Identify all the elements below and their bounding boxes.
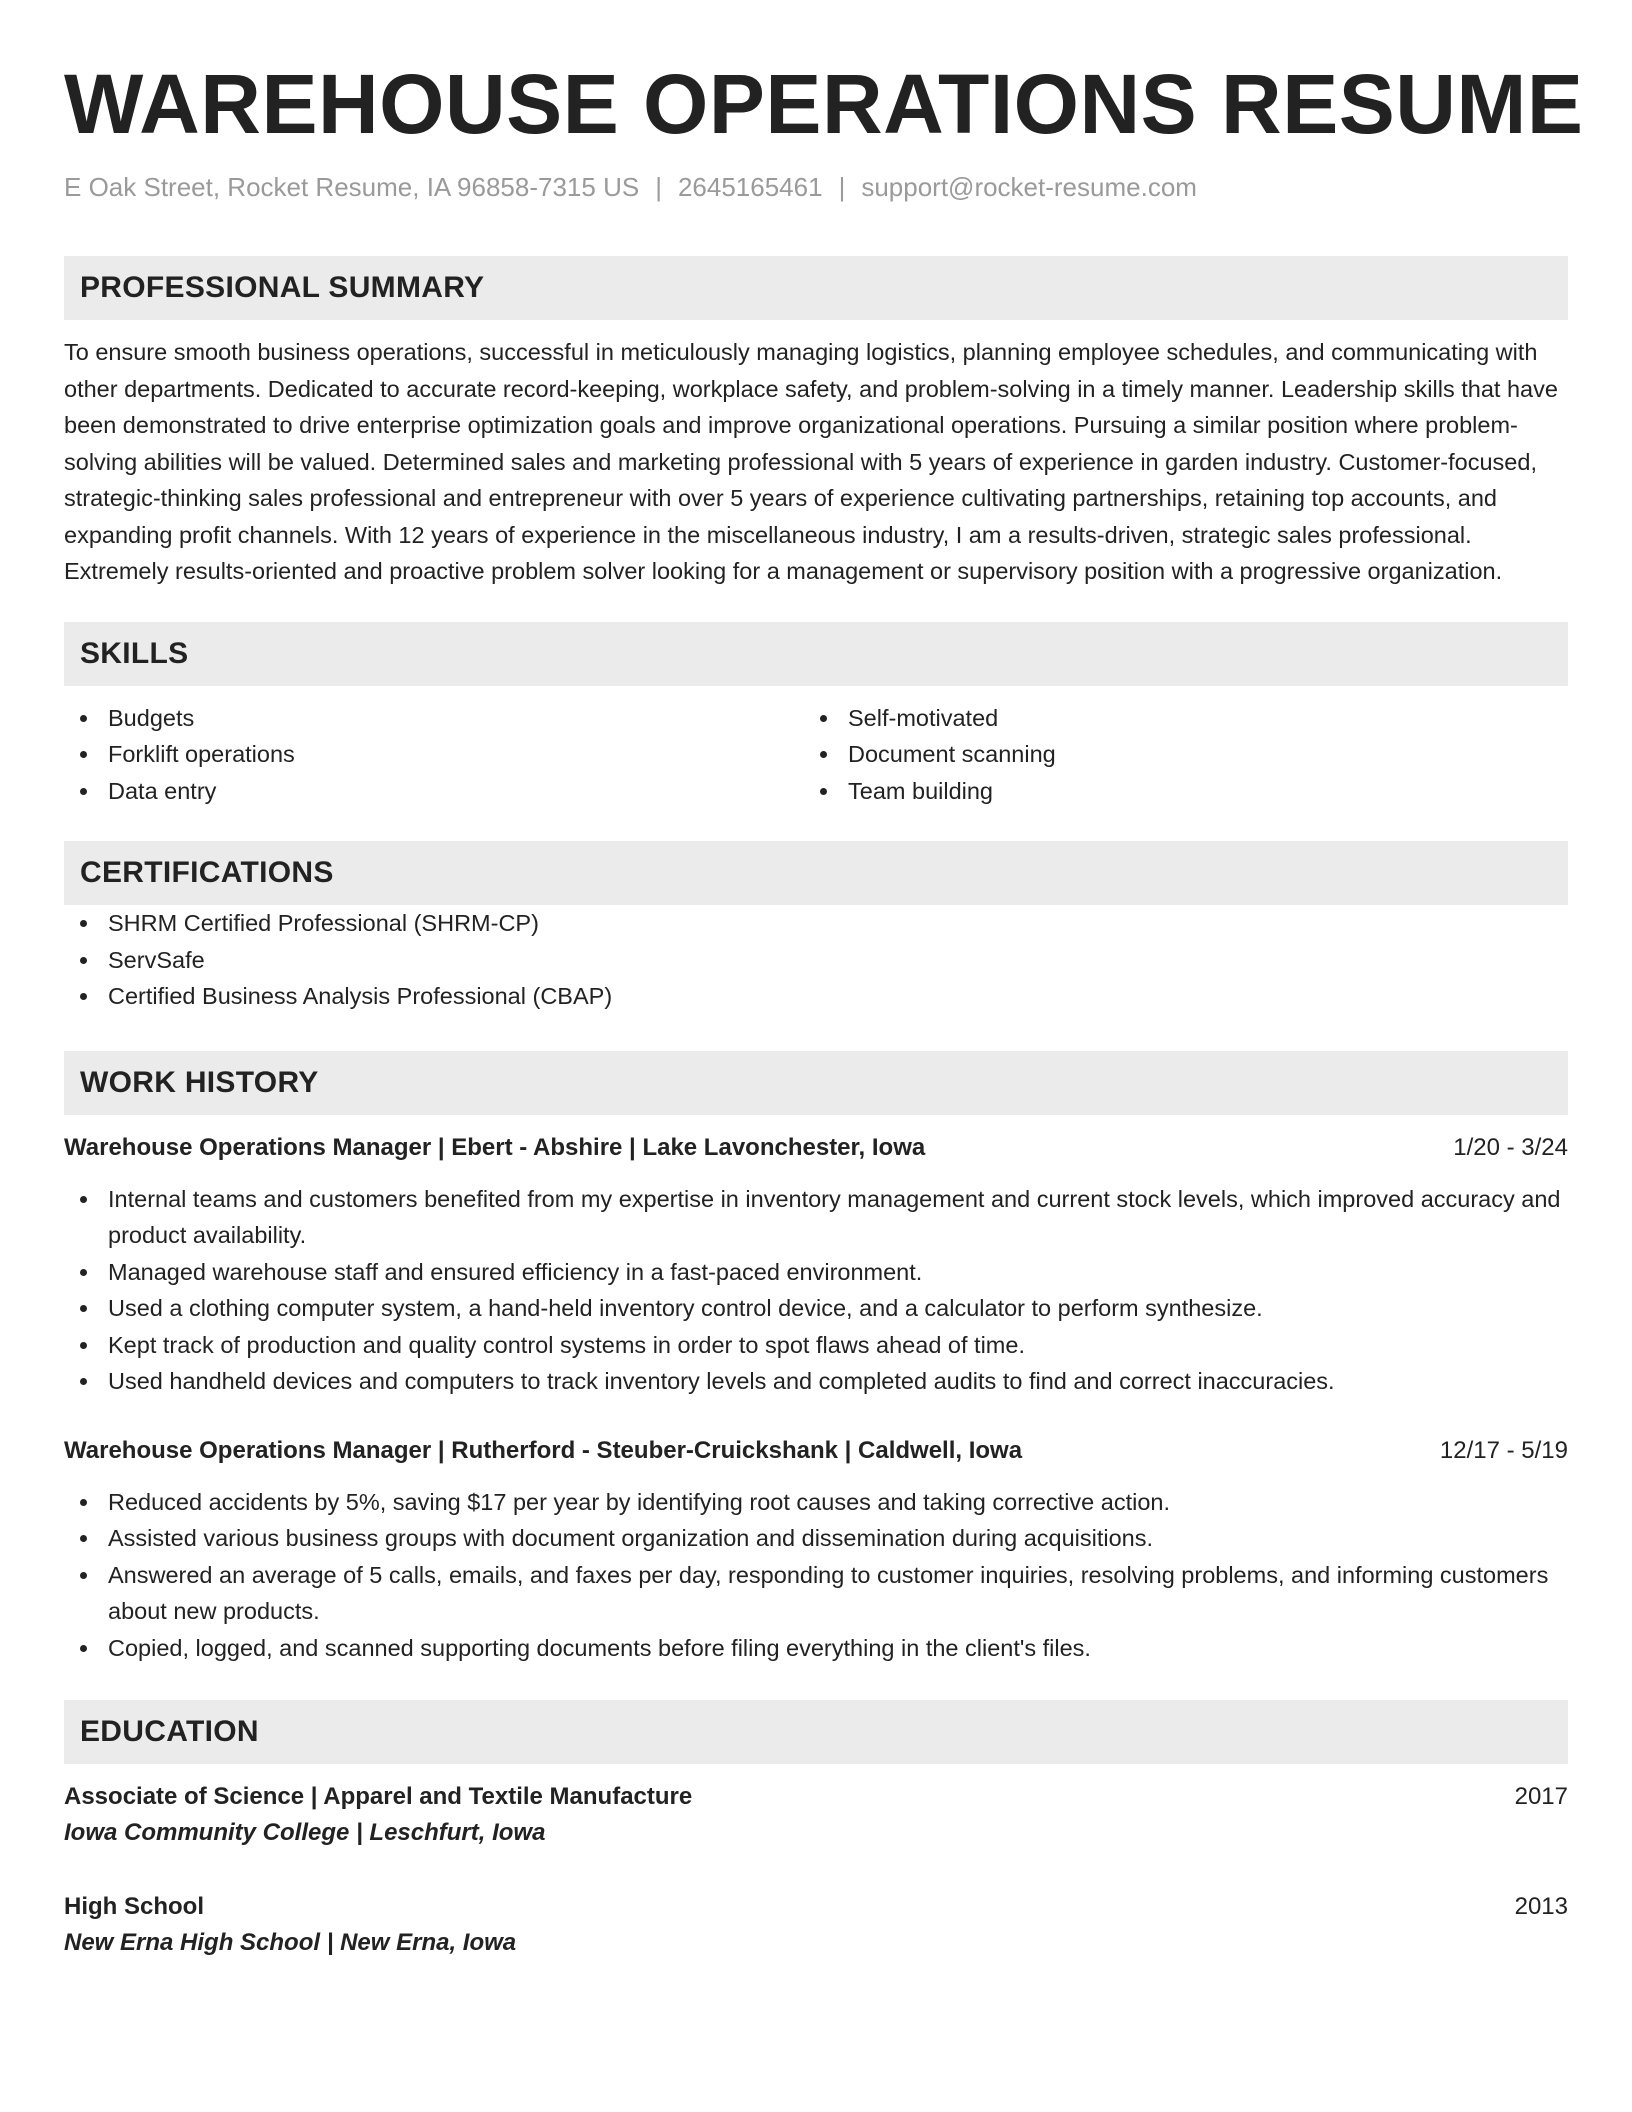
bullet-icon <box>80 715 87 722</box>
contact-address: E Oak Street, Rocket Resume, IA 96858-7315 US <box>64 172 640 202</box>
section-header-work-history: WORK HISTORY <box>64 1051 1568 1115</box>
skill-item: Data entry <box>64 773 804 810</box>
resume-title: WAREHOUSE OPERATIONS RESUME <box>64 57 1584 151</box>
education-year: 2017 <box>1514 1783 1568 1810</box>
bullet-icon <box>80 1269 87 1276</box>
job-header <box>64 1434 1568 1468</box>
bullet-icon <box>820 751 827 758</box>
skills-column-right <box>804 700 1544 810</box>
bullet-icon <box>80 1572 87 1579</box>
skill-item: Self-motivated <box>804 700 1544 737</box>
section-header-certifications: CERTIFICATIONS <box>64 841 1568 905</box>
job-dates: 1/20 - 3/24 <box>1453 1133 1568 1161</box>
certifications-list <box>64 905 1568 1015</box>
bullet-icon <box>80 920 87 927</box>
education-entry <box>64 1890 1568 1962</box>
certification-item: Certified Business Analysis Professional (CBAP) <box>64 978 1568 1015</box>
bullet-icon <box>80 993 87 1000</box>
job-bullets <box>64 1181 1568 1400</box>
job-bullet: Copied, logged, and scanned supporting documents before filing everything in the client's files. <box>64 1630 1568 1667</box>
skill-item: Forklift operations <box>64 736 804 773</box>
bullet-icon <box>80 751 87 758</box>
education-school: Iowa Community College | Leschfurt, Iowa <box>64 1819 546 1846</box>
skills-list-left <box>64 700 804 810</box>
bullet-icon <box>80 1645 87 1652</box>
section-header-skills: SKILLS <box>64 622 1568 686</box>
bullet-icon <box>80 1535 87 1542</box>
section-header-education: EDUCATION <box>64 1700 1568 1764</box>
job-header <box>64 1131 1568 1165</box>
skill-item: Budgets <box>64 700 804 737</box>
certification-item: SHRM Certified Professional (SHRM-CP) <box>64 905 1568 942</box>
section-header-summary: PROFESSIONAL SUMMARY <box>64 256 1568 320</box>
education-entry <box>64 1780 1568 1852</box>
job-title: Warehouse Operations Manager | Rutherford - Steuber-Cruickshank | Caldwell, Iowa <box>64 1436 1023 1464</box>
education-degree: Associate of Science | Apparel and Textile Manufacture <box>64 1783 693 1810</box>
job-bullets <box>64 1484 1568 1667</box>
summary-text: To ensure smooth business operations, successful in meticulously managing logistics, planning employee schedules, and communicating with other departments. Dedicated to accurate record-keeping, workplace safety, and problem-solving in a timely manner. Leadership skills that have been demonstrated to drive enterprise optimization goals and improve organizational operations. Pursuing a similar position where problem-solving abilities will be valued. Determined sales and marketing professional with 5 years of experience in garden industry. Customer-focused, strategic-thinking sales professional and entrepreneur with over 5 years of experience cultivating partnerships, retaining top accounts, and expanding profit channels. With 12 years of experience in the miscellaneous industry, I am a results-driven, strategic sales professional. Extremely results-oriented and proactive problem solver looking for a management or supervisory position with a progressive organization. <box>64 339 1558 584</box>
skills-grid <box>64 700 1568 810</box>
education-degree: High School <box>64 1893 204 1920</box>
education-school: New Erna High School | New Erna, Iowa <box>64 1929 517 1956</box>
job-bullet: Used a clothing computer system, a hand-held inventory control device, and a calculator to perform synthesize. <box>64 1290 1568 1327</box>
contact-line <box>64 170 1568 204</box>
job-bullet: Managed warehouse staff and ensured efficiency in a fast-paced environment. <box>64 1254 1568 1291</box>
job-bullet: Kept track of production and quality control systems in order to spot flaws ahead of time. <box>64 1327 1568 1364</box>
bullet-icon <box>80 1342 87 1349</box>
education-header <box>64 1780 1568 1814</box>
job-bullet: Used handheld devices and computers to track inventory levels and completed audits to find and correct inaccuracies. <box>64 1363 1568 1400</box>
skill-item: Document scanning <box>804 736 1544 773</box>
job-title: Warehouse Operations Manager | Ebert - Abshire | Lake Lavonchester, Iowa <box>64 1133 926 1161</box>
skills-list-right <box>804 700 1544 810</box>
job-dates: 12/17 - 5/19 <box>1439 1436 1568 1464</box>
bullet-icon <box>80 788 87 795</box>
job-entry <box>64 1131 1568 1400</box>
job-bullet: Assisted various business groups with document organization and dissemination during acquisitions. <box>64 1520 1568 1557</box>
contact-separator: | <box>655 172 662 202</box>
contact-email: support@rocket-resume.com <box>861 172 1197 202</box>
bullet-icon <box>80 1499 87 1506</box>
job-entry <box>64 1434 1568 1667</box>
job-bullet: Internal teams and customers benefited from my expertise in inventory management and current stock levels, which improved accuracy and product availability. <box>64 1181 1568 1254</box>
contact-phone: 2645165461 <box>677 172 823 202</box>
job-bullet: Answered an average of 5 calls, emails, and faxes per day, responding to customer inquiries, resolving problems, and informing customers about new products. <box>64 1557 1568 1630</box>
bullet-icon <box>80 1378 87 1385</box>
bullet-icon <box>80 1196 87 1203</box>
bullet-icon <box>80 957 87 964</box>
education-header <box>64 1890 1568 1924</box>
contact-separator: | <box>838 172 846 202</box>
bullet-icon <box>820 715 827 722</box>
bullet-icon <box>80 1305 87 1312</box>
job-bullet: Reduced accidents by 5%, saving $17 per year by identifying root causes and taking corrective action. <box>64 1484 1568 1521</box>
skill-item: Team building <box>804 773 1544 810</box>
bullet-icon <box>820 788 827 795</box>
certification-item: ServSafe <box>64 942 1568 979</box>
education-year: 2013 <box>1514 1893 1568 1920</box>
skills-column-left <box>64 700 804 810</box>
